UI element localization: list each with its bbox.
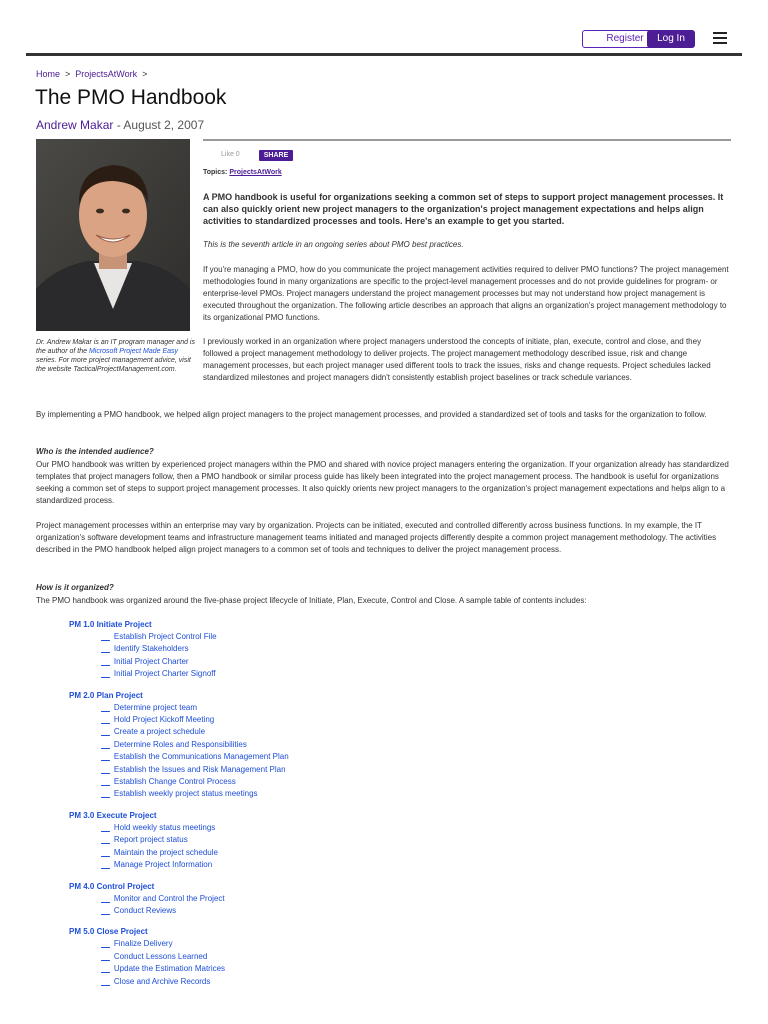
toc-checkbox-line <box>101 835 110 844</box>
toc-item-label: Initial Project Charter Signoff <box>113 669 216 679</box>
breadcrumb-separator: > <box>65 69 71 79</box>
toc-item-label: Manage Project Information <box>113 860 213 870</box>
section-heading-organized: How is it organized? <box>36 583 114 592</box>
toc-item-label: Create a project schedule <box>113 727 206 737</box>
toc-item[interactable] <box>69 963 469 975</box>
toc-checkbox-line <box>101 752 110 761</box>
toc-item[interactable] <box>69 893 469 905</box>
article-paragraph: By implementing a PMO handbook, we helped align project managers to the project management processes, and provided a standardized set of tools and tasks for the organization to follow. <box>36 410 707 419</box>
toc-item-label: Monitor and Control the Project <box>113 893 225 903</box>
hamburger-menu-icon[interactable] <box>713 32 727 45</box>
toc-item-label: Conduct Lessons Learned <box>113 951 208 961</box>
toc-item[interactable] <box>69 714 469 726</box>
author-link[interactable]: Andrew Makar <box>36 118 114 132</box>
toc-section-title[interactable]: PM 3.0 Execute Project <box>69 810 157 820</box>
register-button[interactable]: Register <box>582 30 668 48</box>
toc-checkbox-line <box>101 964 110 973</box>
toc-checkbox-line <box>101 894 110 903</box>
toc-item-label: Establish the Communications Management Plan <box>113 752 289 762</box>
toc-checkbox-line <box>101 715 110 724</box>
toc-item[interactable] <box>69 668 469 680</box>
toc-section-title[interactable]: PM 2.0 Plan Project <box>69 690 143 700</box>
toc-item-label: Establish Change Control Process <box>113 777 236 787</box>
toc-item-label: Finalize Delivery <box>113 939 173 949</box>
like-button[interactable]: Like 0 <box>221 151 240 158</box>
toc-item[interactable] <box>69 976 469 988</box>
share-button[interactable]: SHARE <box>259 150 293 161</box>
toc-checkbox-line <box>101 632 110 641</box>
toc-item-label: Conduct Reviews <box>113 905 177 915</box>
article-paragraph: I previously worked in an organization where project managers understood the concepts of initiate, plan, execute, control and close, and they followed a project management methodology to deliver projects. The project management methodology described issue, risk and change management processes, but each project manager used different tools to track the issues, risks and change requests. Project schedules lacked standardized milestones and project managers didn't consistently establish project baselines or track schedule variances. <box>203 337 711 382</box>
toc-item-label: Establish Project Control File <box>113 632 217 641</box>
toc-section-title[interactable]: PM 1.0 Initiate Project <box>69 620 152 629</box>
toc-checkbox-line <box>101 703 110 712</box>
toc-item[interactable] <box>69 951 469 963</box>
toc-item-label: Maintain the project schedule <box>113 847 218 857</box>
toc-section <box>69 926 469 988</box>
toc-section-title[interactable]: PM 4.0 Control Project <box>69 881 155 891</box>
toc-item-label: Determine project team <box>113 702 198 712</box>
toc-section <box>69 881 469 918</box>
toc-item[interactable] <box>69 847 469 859</box>
toc-checkbox-line <box>101 657 110 666</box>
article-paragraph: Project management processes within an enterprise may vary by organization. Projects can be initiated, executed and controlled differently across business functions. In my example, the IT organization's software development teams and infrastructure management teams initiated and managed projects differently despite a common project management methodology. The activities described in the PMO handbook helped align project managers to a common set of tools and techniques to deliver the project management process. <box>36 521 717 554</box>
caption-text: Dr. Andrew Makar is an IT program manager and is the author of the <box>36 339 195 355</box>
breadcrumb-section-link[interactable]: ProjectsAtWork <box>75 69 138 79</box>
toc-item[interactable] <box>69 751 469 763</box>
author-photo <box>36 139 190 331</box>
breadcrumb-separator: > <box>142 69 148 79</box>
toc-checkbox-line <box>101 727 110 736</box>
toc-item-label: Establish the Issues and Risk Management Plan <box>113 764 286 774</box>
toc-checkbox-line <box>101 789 110 798</box>
toc-item-label: Determine Roles and Responsibilities <box>113 739 247 749</box>
toc-section <box>69 619 469 681</box>
toc-item[interactable] <box>69 702 469 714</box>
caption-book-link[interactable]: Microsoft Project Made Easy <box>88 348 179 355</box>
toc-section <box>69 690 469 801</box>
article-lead: A PMO handbook is useful for organizations seeking a common set of steps to support project management processes. It can also quickly orient new project managers to the organization's project management expectations and helps align activities to standardized processes and tools. Here's an example to get you started. <box>203 192 724 226</box>
toc-item[interactable] <box>69 739 469 751</box>
table-of-contents <box>69 619 469 997</box>
toc-checkbox-line <box>101 848 110 857</box>
breadcrumb <box>36 69 152 79</box>
toc-section <box>69 810 469 872</box>
divider <box>203 139 731 141</box>
login-button[interactable]: Log In <box>647 30 695 48</box>
toc-checkbox-line <box>101 823 110 832</box>
breadcrumb-home-link[interactable]: Home <box>36 69 61 79</box>
toc-item[interactable] <box>69 859 469 871</box>
page-title: The PMO Handbook <box>35 86 227 109</box>
toc-item[interactable] <box>69 764 469 776</box>
toc-section-title[interactable]: PM 5.0 Close Project <box>69 927 148 937</box>
toc-checkbox-line <box>101 765 110 774</box>
toc-checkbox-line <box>101 977 110 986</box>
toc-checkbox-line <box>101 860 110 869</box>
section-heading-audience: Who is the intended audience? <box>36 447 154 456</box>
toc-checkbox-line <box>101 906 110 915</box>
toc-item[interactable] <box>69 631 469 643</box>
topics-link[interactable]: ProjectsAtWork <box>229 169 282 176</box>
article-paragraph: The PMO handbook was organized around the five-phase project lifecycle of Initiate, Plan, Execute, Control and Close. A sample table of contents includes: <box>36 596 587 605</box>
toc-item[interactable] <box>69 822 469 834</box>
article-paragraph: Our PMO handbook was written by experienced project managers within the PMO and shared with novice project managers entering the organization. If your organization already has standardized templates that project managers follow, then a PMO handbook or similar process guide has likely been integrated into the project management process. The handbook is useful for organizations seeking a common set of steps to support project management processes. It also quickly orients new project managers to the organization's project management expectations and helps align to a standardized process. <box>36 460 729 505</box>
toc-item[interactable] <box>69 776 469 788</box>
series-note: This is the seventh article in an ongoing series about PMO best practices. <box>203 240 464 249</box>
topics-label: Topics: <box>203 169 228 176</box>
toc-item[interactable] <box>69 938 469 950</box>
toc-item-label: Update the Estimation Matrices <box>113 964 226 974</box>
toc-item-label: Hold Project Kickoff Meeting <box>113 715 215 725</box>
publish-date: - August 2, 2007 <box>116 118 205 132</box>
toc-item-label: Establish weekly project status meetings <box>113 789 258 799</box>
toc-checkbox-line <box>101 952 110 961</box>
byline <box>36 118 204 132</box>
toc-item[interactable] <box>69 656 469 668</box>
article-paragraph: If you're managing a PMO, how do you communicate the project management activities required to deliver PMO functions? The project management methodologies found in many organizations are specific to the project-level management processes and do not provide guidelines for program- or enterprise-level PMOs. Project managers understand the project management processes but may not understand how project management is executed throughout the organization. The following article describes an approach that aligns an organization's project management methodology to its organizational PMO functions. <box>203 265 729 322</box>
toc-item-label: Close and Archive Records <box>113 976 211 986</box>
toc-checkbox-line <box>101 740 110 749</box>
toc-checkbox-line <box>101 669 110 678</box>
toc-checkbox-line <box>101 644 110 653</box>
toc-item[interactable] <box>69 726 469 738</box>
toc-checkbox-line <box>101 939 110 948</box>
toc-item[interactable] <box>69 788 469 800</box>
topics <box>203 169 282 176</box>
toc-item-label: Identify Stakeholders <box>113 644 189 654</box>
caption-text: series. For more project management advice, visit the website TacticalProjectManagement.com. <box>36 357 191 373</box>
toc-item-label: Hold weekly status meetings <box>113 822 216 832</box>
toc-item[interactable] <box>69 905 469 917</box>
toc-item[interactable] <box>69 834 469 846</box>
toc-item-label: Initial Project Charter <box>113 656 189 666</box>
photo-caption <box>36 338 196 374</box>
toc-checkbox-line <box>101 777 110 786</box>
top-header <box>26 0 742 56</box>
toc-item-label: Report project status <box>113 835 188 845</box>
toc-item[interactable] <box>69 643 469 655</box>
